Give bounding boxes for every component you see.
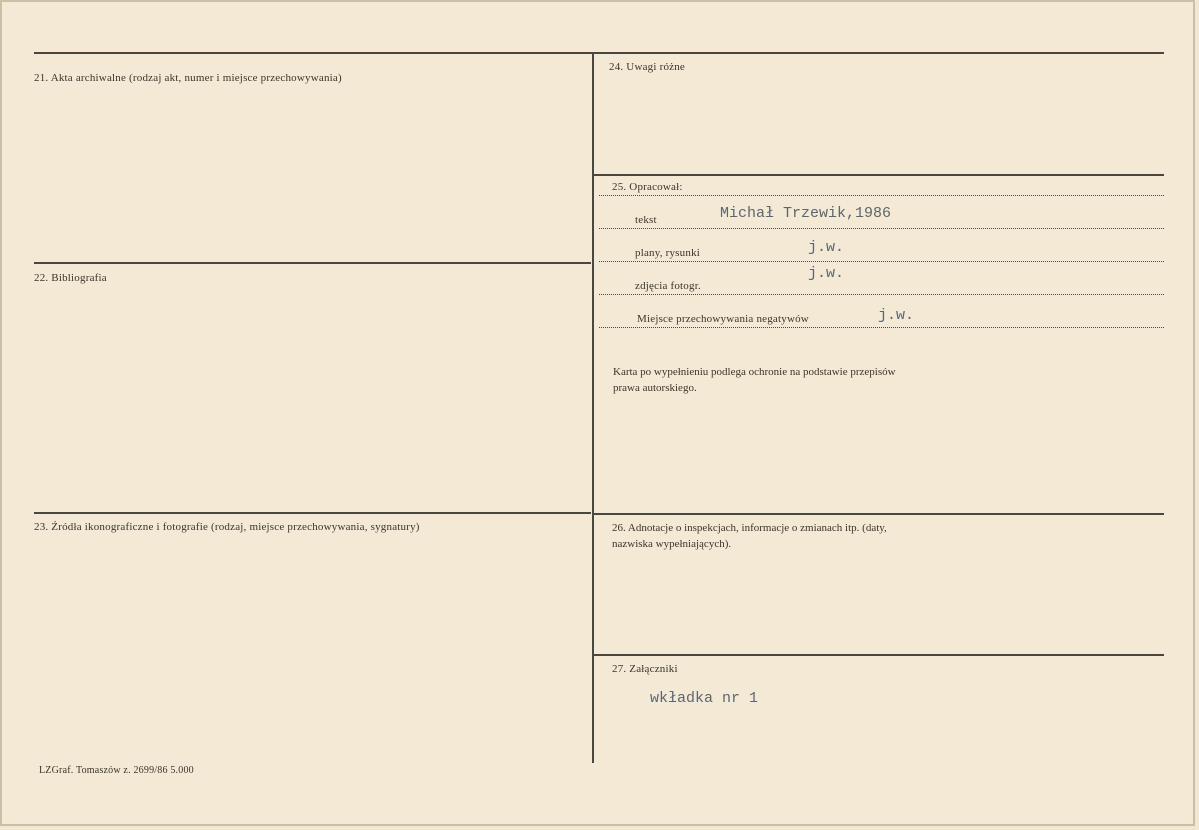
rule-25-26 bbox=[594, 513, 1164, 515]
dotted-line-miejsce bbox=[599, 327, 1164, 328]
plany-label: plany, rysunki bbox=[635, 247, 701, 259]
rule-22-23 bbox=[34, 512, 591, 514]
tekst-value: Michał Trzewik,1986 bbox=[720, 205, 892, 222]
rule-26-27 bbox=[594, 654, 1164, 656]
plany-value: j.w. bbox=[808, 239, 845, 256]
zdjecia-value: j.w. bbox=[808, 265, 845, 282]
top-rule bbox=[34, 52, 1164, 54]
tekst-label: tekst bbox=[635, 214, 657, 226]
zdjecia-label: zdjęcia fotogr. bbox=[635, 280, 701, 292]
section-25-label: 25. Opracował: bbox=[612, 181, 683, 193]
miejsce-value: j.w. bbox=[878, 307, 915, 324]
section-24-label: 24. Uwagi różne bbox=[609, 61, 686, 73]
section-26-label-line-1: 26. Adnotacje o inspekcjach, informacje o zmianach itp. (daty, bbox=[612, 522, 887, 534]
miejsce-label: Miejsce przechowywania negatywów bbox=[637, 313, 809, 325]
rule-21-22 bbox=[34, 262, 591, 264]
section-22-label: 22. Bibliografia bbox=[34, 272, 107, 284]
dotted-line-tekst bbox=[599, 228, 1164, 229]
dotted-line-zdjecia bbox=[599, 294, 1164, 295]
section-23-label: 23. Źródła ikonograficzne i fotografie (rodzaj, miejsce przechowywania, sygnatury) bbox=[34, 521, 420, 533]
copyright-note bbox=[613, 364, 896, 396]
dotted-line-plany bbox=[599, 261, 1164, 262]
section-27-value: wkładka nr 1 bbox=[650, 690, 759, 707]
copyright-note-line-2: prawa autorskiego. bbox=[613, 382, 697, 394]
rule-24-25 bbox=[594, 174, 1164, 176]
section-26-label bbox=[612, 520, 887, 552]
column-divider bbox=[592, 53, 594, 763]
printer-imprint: LZGraf. Tomaszów z. 2699/86 5.000 bbox=[39, 765, 194, 776]
copyright-note-line-1: Karta po wypełnieniu podlega ochronie na podstawie przepisów bbox=[613, 366, 896, 378]
section-27-label: 27. Załączniki bbox=[612, 663, 678, 675]
dotted-line-25 bbox=[599, 195, 1164, 196]
section-21-label: 21. Akta archiwalne (rodzaj akt, numer i miejsce przechowywania) bbox=[34, 72, 342, 84]
section-26-label-line-2: nazwiska wypełniających). bbox=[612, 538, 732, 550]
